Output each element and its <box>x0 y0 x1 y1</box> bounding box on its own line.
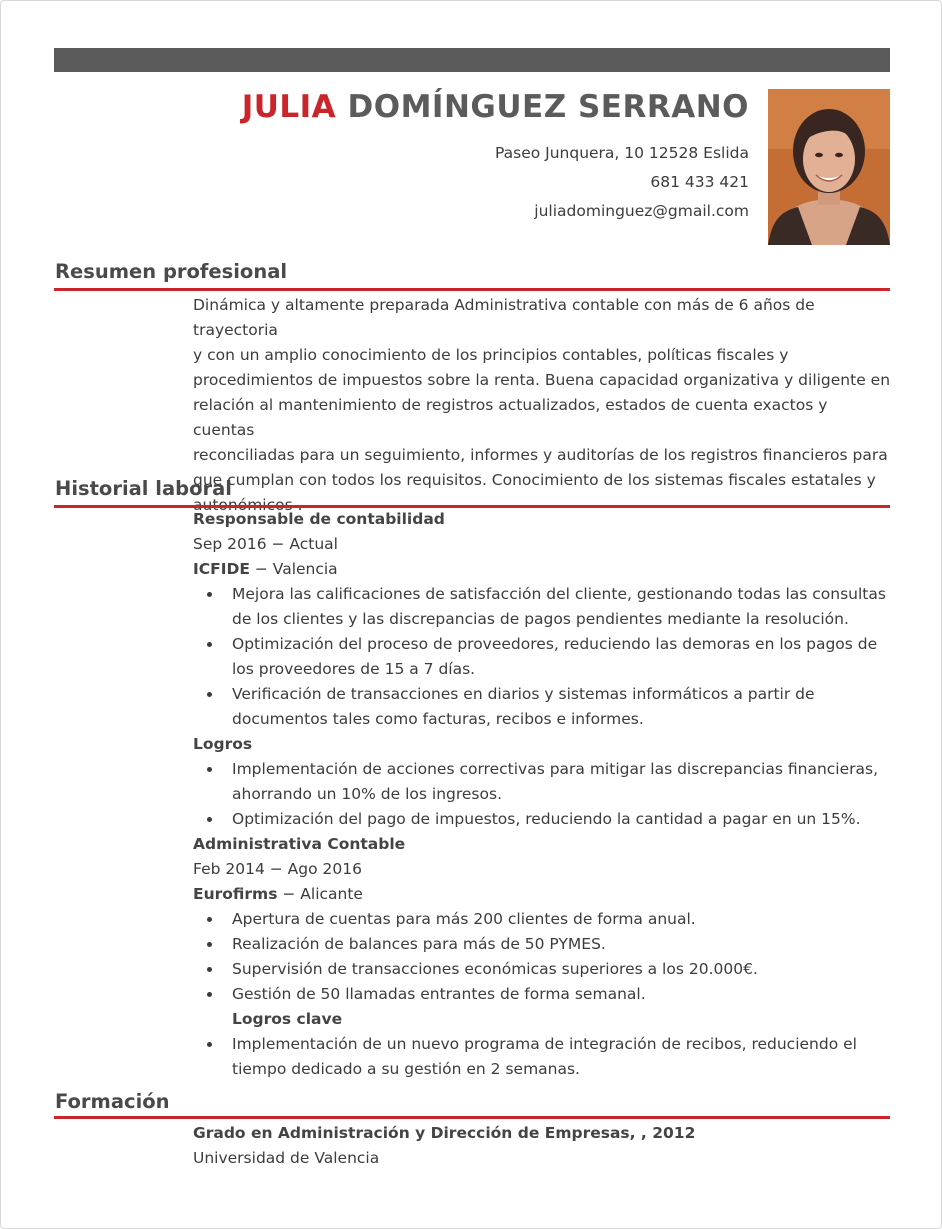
achievements-list <box>193 757 890 832</box>
summary-line: relación al mantenimiento de registros actualizados, estados de cuenta exactos y cuentas <box>193 396 828 439</box>
section-divider <box>54 288 890 291</box>
list-item: Realización de balances para más de 50 PYMES. <box>193 932 890 957</box>
list-item: Supervisión de transacciones económicas superiores a los 20.000€. <box>193 957 890 982</box>
profile-photo <box>768 89 890 245</box>
achievements-list <box>193 1032 890 1082</box>
section-divider <box>54 1116 890 1119</box>
job-company-line <box>193 882 890 907</box>
job-dates: Feb 2014 − Ago 2016 <box>193 860 362 878</box>
degree: Grado en Administración y Dirección de Empresas, , 2012 <box>193 1124 696 1142</box>
summary-line: que cumplan con todos los requisitos. Conocimiento de los sistemas fiscales estatales y <box>193 471 876 489</box>
achievements-label: Logros clave <box>232 1010 343 1028</box>
job-company: ICFIDE <box>193 560 250 578</box>
list-item: Implementación de un nuevo programa de integración de recibos, reduciendo el tiempo dedicado a su gestión en 2 semanas. <box>193 1032 890 1082</box>
job-company-line <box>193 557 890 582</box>
phone: 681 433 421 <box>650 173 749 191</box>
first-name: JULIA <box>241 89 337 125</box>
job-dates: Sep 2016 − Actual <box>193 535 338 553</box>
list-item: Optimización del proceso de proveedores, reduciendo las demoras en los pagos de los proveedores de 15 a 7 días. <box>193 632 890 682</box>
list-item: Gestión de 50 llamadas entrantes de forma semanal. <box>193 982 890 1007</box>
list-item: Mejora las calificaciones de satisfacción del cliente, gestionando todas las consultas de los clientes y las discrepancias de pagos pendientes mediante la resolución. <box>193 582 890 632</box>
summary-line: reconciliadas para un seguimiento, informes y auditorías de los registros financieros para <box>193 446 888 464</box>
job-role: Administrativa Contable <box>193 835 406 853</box>
job-location: − Valencia <box>249 560 338 578</box>
job-location: − Alicante <box>277 885 363 903</box>
list-item: Optimización del pago de impuestos, reduciendo la cantidad a pagar en un 15%. <box>193 807 890 832</box>
summary-line: y con un amplio conocimiento de los principios contables, políticas fiscales y <box>193 346 789 364</box>
section-title-summary: Resumen profesional <box>55 260 288 283</box>
achievements-label: Logros <box>193 735 253 753</box>
job-bullets <box>193 582 890 732</box>
job-company: Eurofirms <box>193 885 278 903</box>
section-title-education: Formación <box>55 1090 170 1113</box>
address: Paseo Junquera, 10 12528 Eslida <box>494 144 749 162</box>
job-role: Responsable de contabilidad <box>193 510 445 528</box>
list-item: Verificación de transacciones en diarios y sistemas informáticos a partir de documentos tales como facturas, recibos e informes. <box>193 682 890 732</box>
experience-list <box>193 507 890 1082</box>
summary-line: Dinámica y altamente preparada Administrativa contable con más de 6 años de trayectoria <box>193 296 815 339</box>
candidate-name <box>242 89 749 125</box>
email: juliadominguez@gmail.com <box>534 202 749 220</box>
list-item: Apertura de cuentas para más 200 clientes de forma anual. <box>193 907 890 932</box>
education-entry <box>193 1121 893 1171</box>
summary-line: procedimientos de impuestos sobre la renta. Buena capacidad organizativa y diligente en <box>193 371 891 389</box>
job-bullets <box>193 907 890 1007</box>
last-name: DOMÍNGUEZ SERRANO <box>347 89 749 125</box>
school: Universidad de Valencia <box>193 1149 380 1167</box>
list-item: Implementación de acciones correctivas para mitigar las discrepancias financieras, ahorrando un 10% de los ingresos. <box>193 757 890 807</box>
summary-text <box>193 293 893 518</box>
section-title-experience: Historial laboral <box>55 477 232 500</box>
header-bar <box>54 48 890 72</box>
